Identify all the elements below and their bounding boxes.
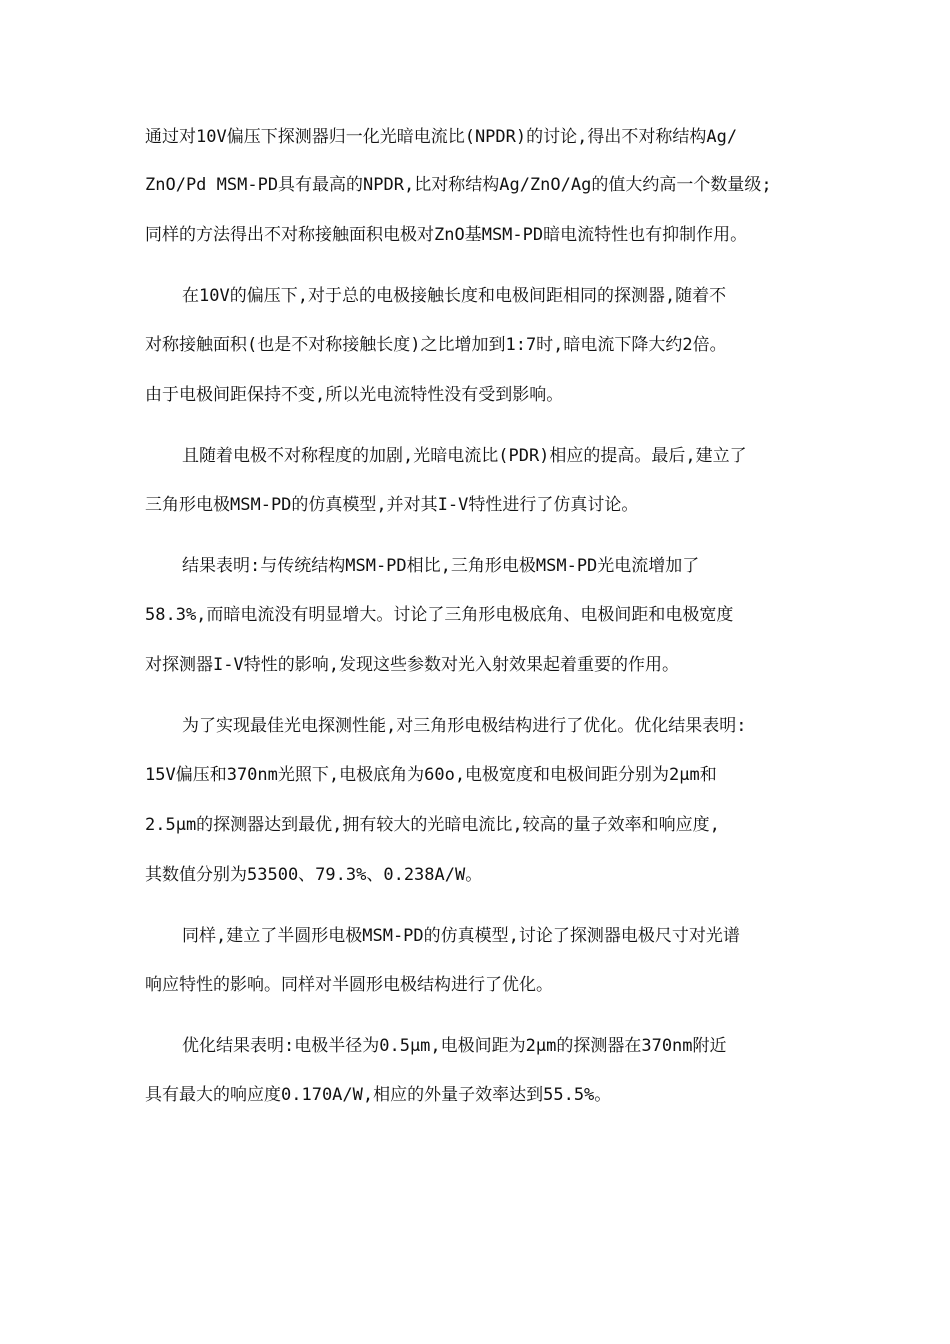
paragraph-5-line-1: 为了实现最佳光电探测性能,对三角形电极结构进行了优化。优化结果表明: <box>182 716 747 736</box>
paragraph-2-line-3: 由于电极间距保持不变,所以光电流特性没有受到影响。 <box>145 385 564 405</box>
paragraph-4-line-2: 58.3%,而暗电流没有明显增大。讨论了三角形电极底角、电极间距和电极宽度 <box>145 605 734 625</box>
paragraph-6-line-1: 同样,建立了半圆形电极MSM-PD的仿真模型,讨论了探测器电极尺寸对光谱 <box>182 926 740 946</box>
paragraph-5-line-3: 2.5μm的探测器达到最优,拥有较大的光暗电流比,较高的量子效率和响应度, <box>145 815 720 835</box>
paragraph-1-line-2: ZnO/Pd MSM-PD具有最高的NPDR,比对称结构Ag/ZnO/Ag的值大约高一个数量级; <box>145 175 772 195</box>
paragraph-1-line-3: 同样的方法得出不对称接触面积电极对ZnO基MSM-PD暗电流特性也有抑制作用。 <box>145 225 748 245</box>
paragraph-2-line-2: 对称接触面积(也是不对称接触长度)之比增加到1:7时,暗电流下降大约2倍。 <box>145 335 727 355</box>
paragraph-4-line-1: 结果表明:与传统结构MSM-PD相比,三角形电极MSM-PD光电流增加了 <box>182 556 700 576</box>
paragraph-7-line-2: 具有最大的响应度0.170A/W,相应的外量子效率达到55.5%。 <box>145 1085 612 1105</box>
paragraph-6-line-2: 响应特性的影响。同样对半圆形电极结构进行了优化。 <box>145 975 553 995</box>
paragraph-2-line-1: 在10V的偏压下,对于总的电极接触长度和电极间距相同的探测器,随着不 <box>182 286 727 306</box>
paragraph-5-line-4: 其数值分别为53500、79.3%、0.238A/W。 <box>145 865 483 885</box>
paragraph-4-line-3: 对探测器I-V特性的影响,发现这些参数对光入射效果起着重要的作用。 <box>145 655 679 675</box>
paragraph-7-line-1: 优化结果表明:电极半径为0.5μm,电极间距为2μm的探测器在370nm附近 <box>182 1036 727 1056</box>
paragraph-3-line-1: 且随着电极不对称程度的加剧,光暗电流比(PDR)相应的提高。最后,建立了 <box>182 446 747 466</box>
paragraph-3-line-2: 三角形电极MSM-PD的仿真模型,并对其I-V特性进行了仿真讨论。 <box>145 495 639 515</box>
paragraph-1-line-1: 通过对10V偏压下探测器归一化光暗电流比(NPDR)的讨论,得出不对称结构Ag/ <box>145 127 738 147</box>
paragraph-5-line-2: 15V偏压和370nm光照下,电极底角为60o,电极宽度和电极间距分别为2μm和 <box>145 765 717 785</box>
